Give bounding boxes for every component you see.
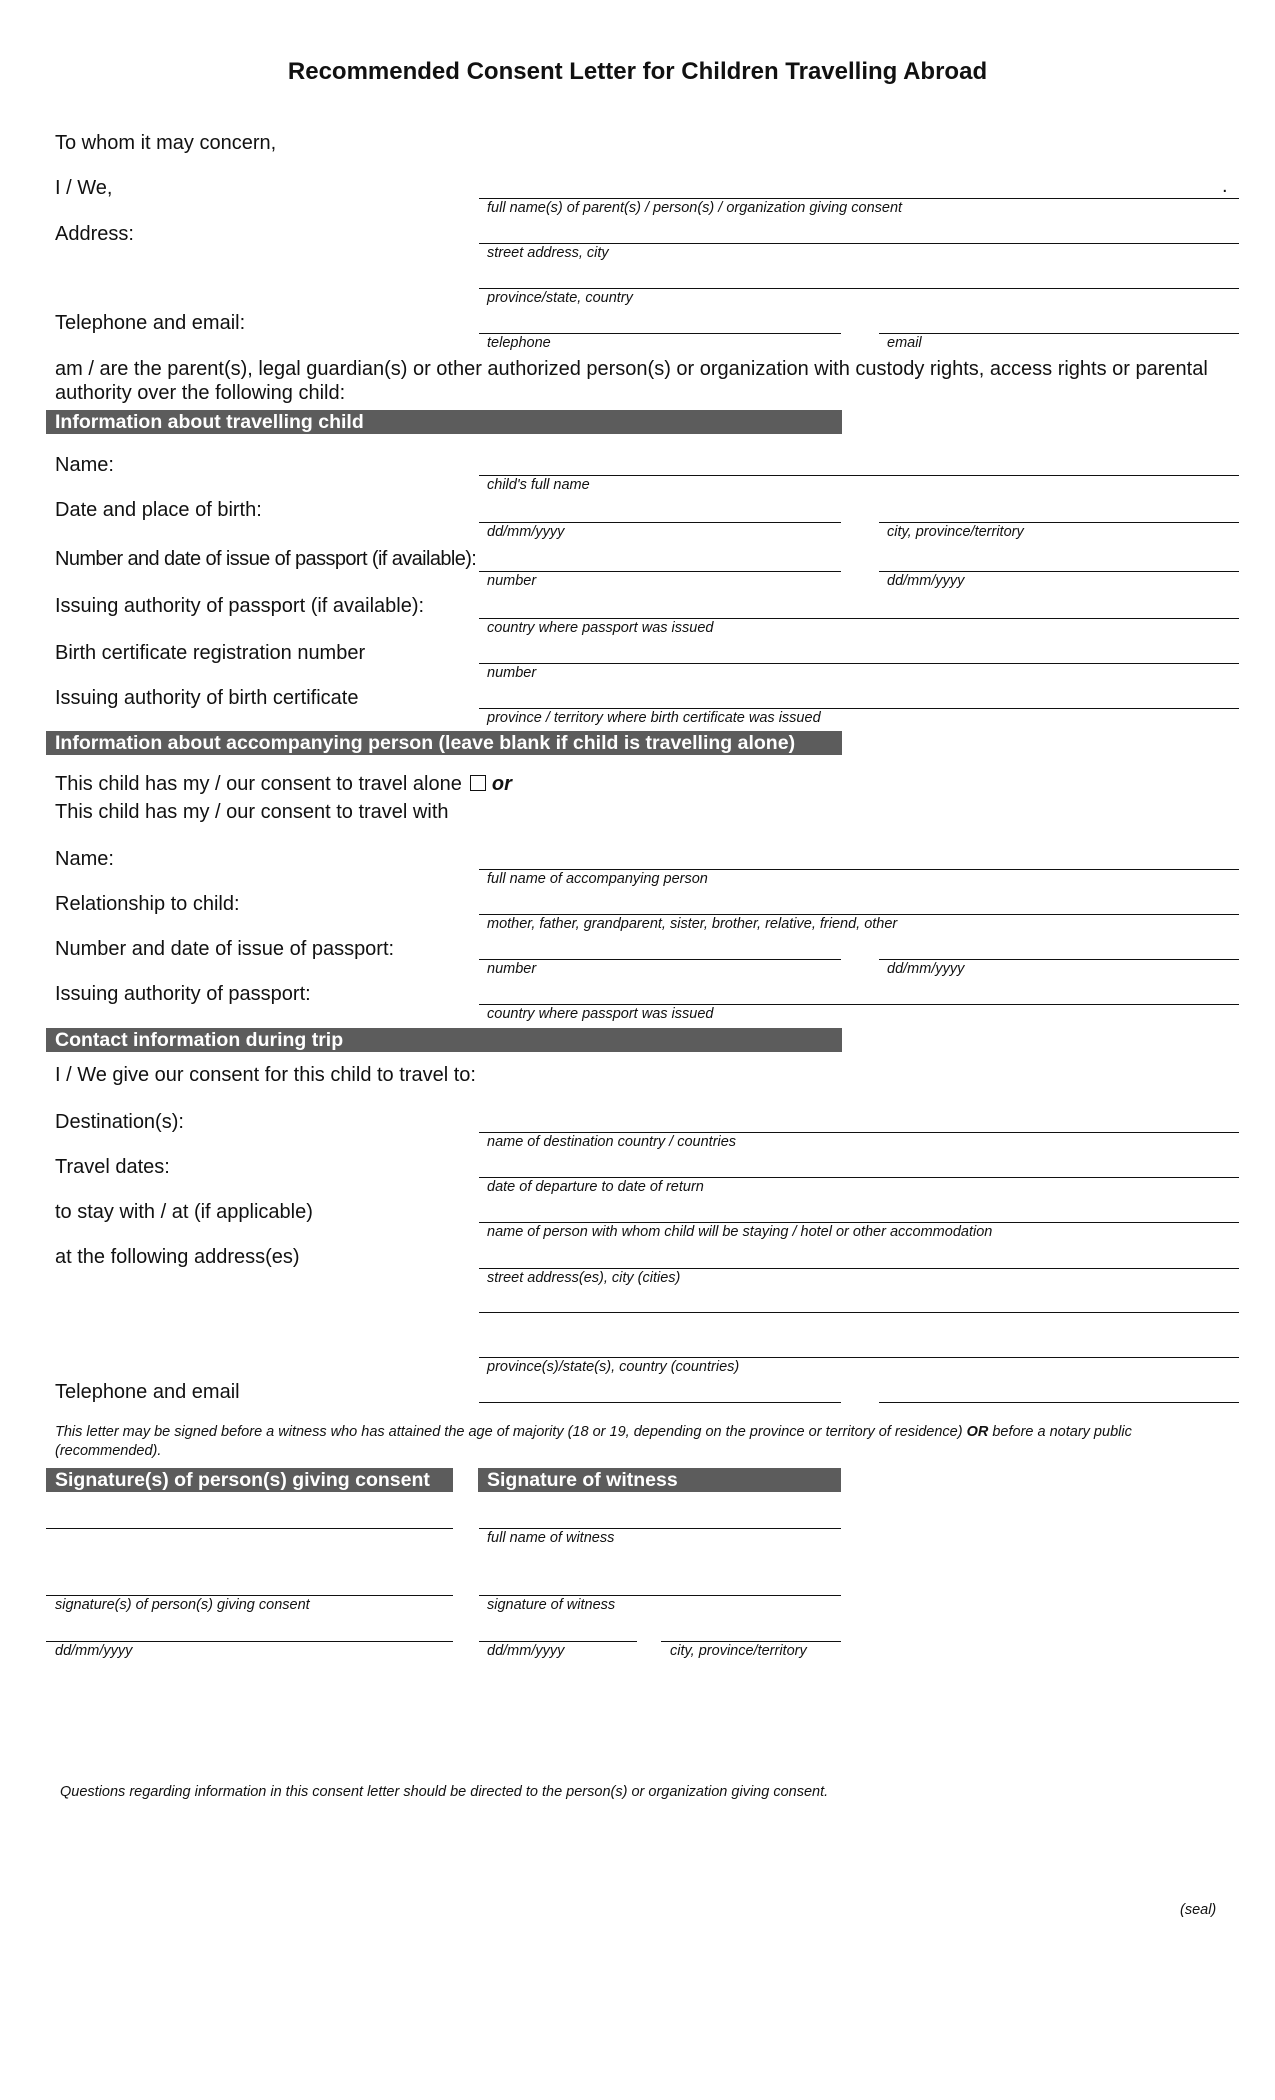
birth-date-line[interactable]: [479, 522, 841, 523]
section-header-child: Information about travelling child: [46, 410, 842, 434]
trip-province-line[interactable]: [479, 1357, 1239, 1358]
birth-date-hint: dd/mm/yyyy: [487, 524, 565, 540]
trip-telephone-line[interactable]: [479, 1402, 841, 1403]
footer-note: Questions regarding information in this consent letter should be directed to the person(s) or organization giving consent.: [60, 1784, 829, 1800]
consenter-street-hint: street address, city: [487, 245, 609, 261]
relationship-hint: mother, father, grandparent, sister, brother, relative, friend, other: [487, 916, 898, 932]
witness-name-line[interactable]: [479, 1528, 841, 1529]
child-passport-authority-label: Issuing authority of passport (if available):: [55, 595, 425, 617]
trip-telephone-label: Telephone and email: [55, 1381, 240, 1403]
accompanying-authority-hint: country where passport was issued: [487, 1006, 714, 1022]
consenter-name-hint: full name(s) of parent(s) / person(s) / organization giving consent: [487, 200, 903, 216]
consenter-email-line[interactable]: [879, 333, 1239, 334]
witness-note: [55, 1423, 1235, 1461]
consenter-email-hint: email: [887, 335, 922, 351]
child-passport-authority-line[interactable]: [479, 618, 1239, 619]
birth-cert-authority-line[interactable]: [479, 708, 1239, 709]
greeting: To whom it may concern,: [55, 132, 277, 154]
address-label: Address:: [55, 223, 134, 245]
consenter-province-line[interactable]: [479, 288, 1239, 289]
trip-street-line[interactable]: [479, 1268, 1239, 1269]
trip-province-hint: province(s)/state(s), country (countries): [487, 1359, 740, 1375]
accompanying-passport-number-line[interactable]: [479, 959, 841, 960]
accompanying-name-line[interactable]: [479, 869, 1239, 870]
custody-statement: am / are the parent(s), legal guardian(s) or other authorized person(s) or organization with custody rights, access rights or parental authority over the following child:: [55, 358, 1208, 404]
witness-name-hint: full name of witness: [487, 1530, 615, 1546]
seal-label: (seal): [1180, 1902, 1217, 1918]
witness-signature-hint: signature of witness: [487, 1597, 616, 1613]
birth-cert-label: Birth certificate registration number: [55, 642, 366, 664]
consent-destination-text: I / We give our consent for this child to travel to:: [55, 1064, 476, 1086]
accompanying-passport-date-hint: dd/mm/yyyy: [887, 961, 965, 977]
child-passport-date-line[interactable]: [879, 571, 1239, 572]
travel-dates-hint: date of departure to date of return: [487, 1179, 704, 1195]
consent-signature-line-1[interactable]: [46, 1528, 453, 1529]
trailing-period: .: [1222, 175, 1228, 197]
destination-label: Destination(s):: [55, 1111, 184, 1133]
consent-date-line[interactable]: [46, 1641, 453, 1642]
witness-note-or: OR: [966, 1424, 989, 1440]
accompanying-passport-date-line[interactable]: [879, 959, 1239, 960]
witness-place-hint: city, province/territory: [670, 1643, 807, 1659]
consent-signature-hint: signature(s) of person(s) giving consent: [55, 1597, 310, 1613]
section-header-accompanying: Information about accompanying person (leave blank if child is travelling alone): [46, 731, 842, 755]
birth-cert-authority-hint: province / territory where birth certificate was issued: [487, 710, 821, 726]
travel-alone-checkbox[interactable]: [470, 775, 486, 791]
travel-dates-label: Travel dates:: [55, 1156, 170, 1178]
travel-dates-line[interactable]: [479, 1177, 1239, 1178]
witness-date-line[interactable]: [479, 1641, 637, 1642]
trip-email-line[interactable]: [879, 1402, 1239, 1403]
travel-with-text: This child has my / our consent to travel with: [55, 801, 449, 823]
consenter-telephone-hint: telephone: [487, 335, 551, 351]
i-we-label: I / We,: [55, 177, 113, 199]
section-header-consent-signature: Signature(s) of person(s) giving consent: [46, 1468, 453, 1492]
child-passport-number-hint: number: [487, 573, 537, 589]
consenter-street-line[interactable]: [479, 243, 1239, 244]
child-name-line[interactable]: [479, 475, 1239, 476]
child-name-hint: child's full name: [487, 477, 590, 493]
trip-street-line-2[interactable]: [479, 1312, 1239, 1313]
consenter-province-hint: province/state, country: [487, 290, 633, 306]
birth-place-line[interactable]: [879, 522, 1239, 523]
stay-line[interactable]: [479, 1222, 1239, 1223]
or-text: or: [491, 773, 512, 795]
birth-label: Date and place of birth:: [55, 499, 262, 521]
accompanying-authority-label: Issuing authority of passport:: [55, 983, 311, 1005]
telephone-email-label: Telephone and email:: [55, 312, 246, 334]
accompanying-passport-number-hint: number: [487, 961, 537, 977]
consent-signature-line-2[interactable]: [46, 1595, 453, 1596]
witness-note-part-a: This letter may be signed before a witness who has attained the age of majority (18 or 19, depending on the province or territory of residence): [55, 1424, 967, 1440]
destination-hint: name of destination country / countries: [487, 1134, 737, 1150]
witness-signature-line[interactable]: [479, 1595, 841, 1596]
section-header-witness-signature: Signature of witness: [478, 1468, 841, 1492]
accompanying-name-label: Name:: [55, 848, 114, 870]
trip-address-label: at the following address(es): [55, 1246, 300, 1268]
child-name-label: Name:: [55, 454, 114, 476]
child-passport-date-hint: dd/mm/yyyy: [887, 573, 965, 589]
witness-place-line[interactable]: [661, 1641, 841, 1642]
accompanying-name-hint: full name of accompanying person: [487, 871, 708, 887]
stay-label: to stay with / at (if applicable): [55, 1201, 313, 1223]
birth-cert-authority-label: Issuing authority of birth certificate: [55, 687, 359, 709]
accompanying-authority-line[interactable]: [479, 1004, 1239, 1005]
trip-street-hint: street address(es), city (cities): [487, 1270, 681, 1286]
child-passport-number-line[interactable]: [479, 571, 841, 572]
relationship-label: Relationship to child:: [55, 893, 240, 915]
child-passport-authority-hint: country where passport was issued: [487, 620, 714, 636]
child-passport-label: Number and date of issue of passport (if available):: [55, 548, 477, 570]
witness-note-part-b: before a notary public (recommended).: [55, 1424, 1132, 1459]
birth-cert-hint: number: [487, 665, 537, 681]
accompanying-passport-label: Number and date of issue of passport:: [55, 938, 395, 960]
birth-cert-line[interactable]: [479, 663, 1239, 664]
stay-hint: name of person with whom child will be staying / hotel or other accommodation: [487, 1224, 993, 1240]
destination-line[interactable]: [479, 1132, 1239, 1133]
relationship-line[interactable]: [479, 914, 1239, 915]
travel-alone-text: This child has my / our consent to travel alone: [55, 773, 462, 795]
consent-date-hint: dd/mm/yyyy: [55, 1643, 133, 1659]
consenter-telephone-line[interactable]: [479, 333, 841, 334]
page-title: Recommended Consent Letter for Children Travelling Abroad: [287, 58, 988, 85]
section-header-contact: Contact information during trip: [46, 1028, 842, 1052]
witness-date-hint: dd/mm/yyyy: [487, 1643, 565, 1659]
travel-alone-row: [55, 773, 512, 796]
consenter-name-line[interactable]: [479, 198, 1239, 199]
birth-place-hint: city, province/territory: [887, 524, 1024, 540]
